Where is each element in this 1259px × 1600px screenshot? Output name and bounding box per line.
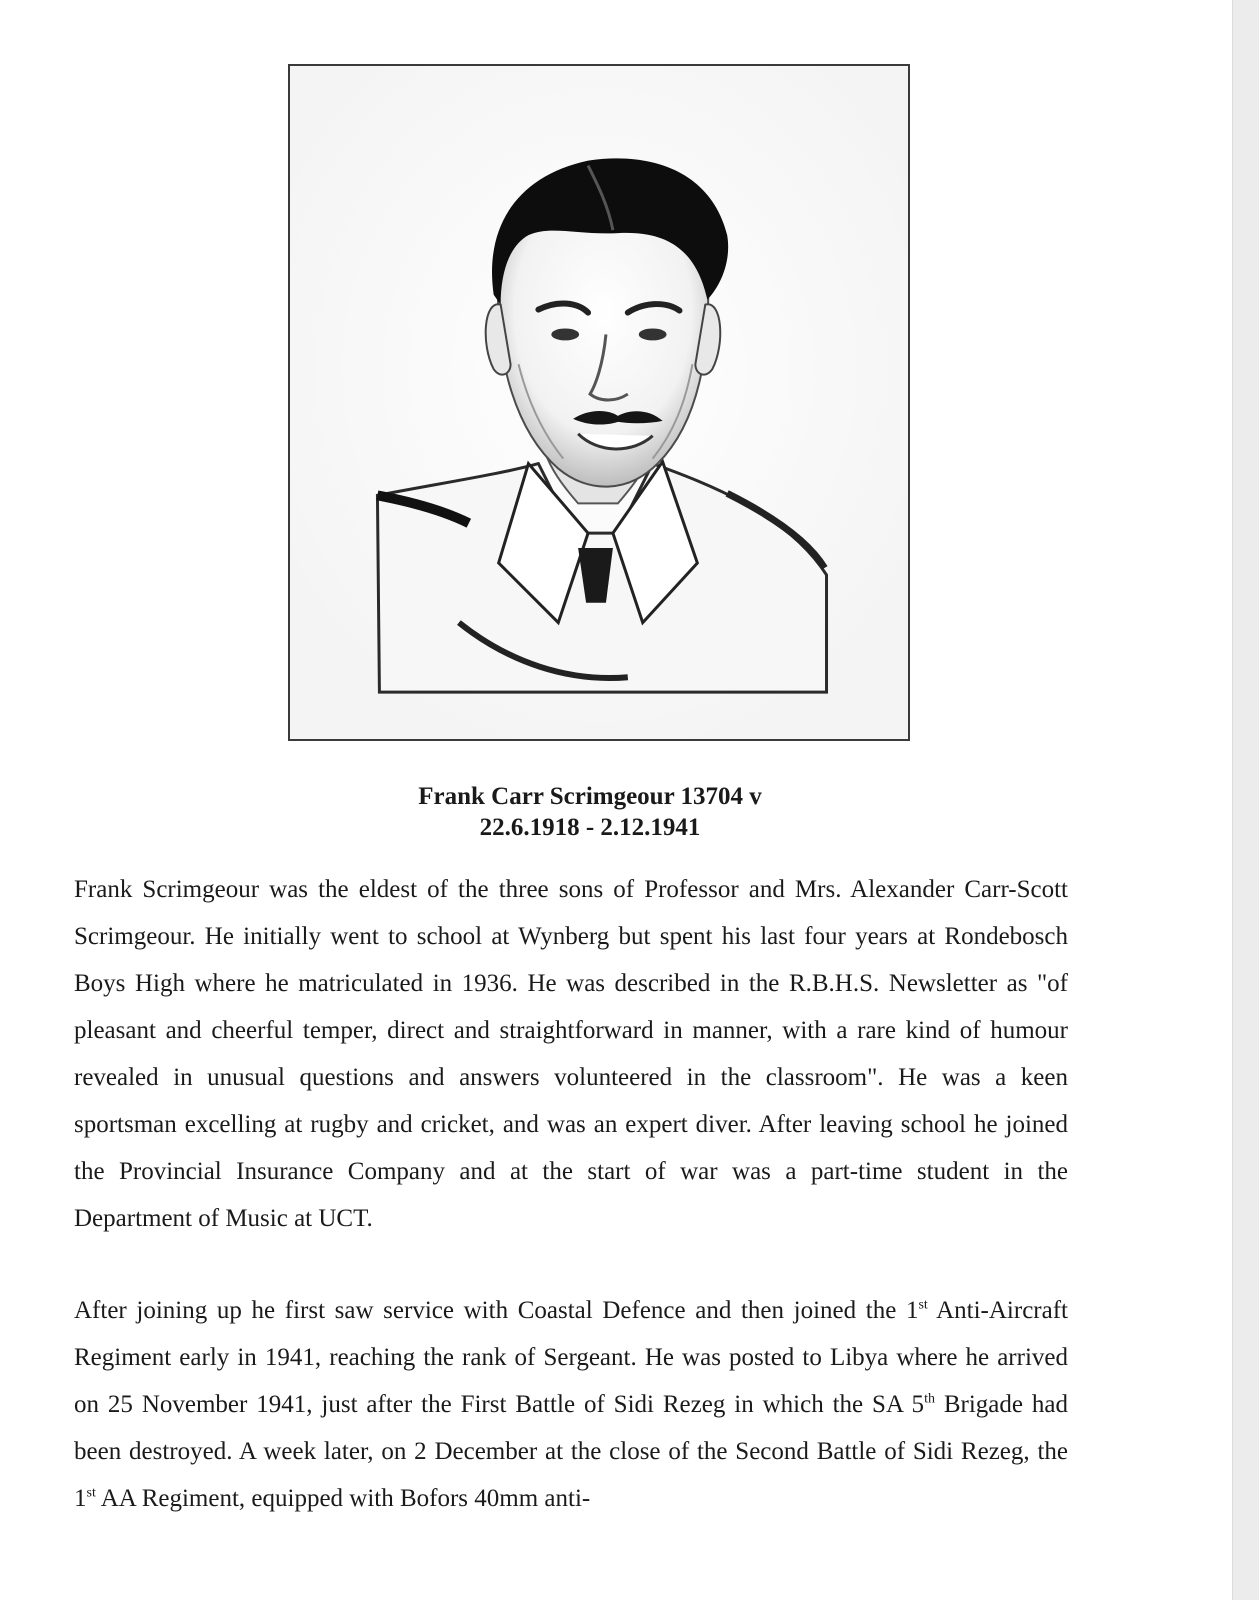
biography-paragraph-1: Frank Scrimgeour was the eldest of the three sons of Professor and Mrs. Alexander Carr-Scott Scrimgeour. He initially went to school at Wynberg but spent his last four years at Rondebosch Boys High where he matriculated in 1936. He was described in the R.B.H.S. Newsletter as "of pleasant and cheerful temper, direct and straightforward in manner, with a rare kind of humour revealed in unusual questions and answers volunteered in the classroom". He was a keen sportsman excelling at rugby and cricket, and was an expert diver. After leaving school he joined the Provincial Insurance Company and at the start of war was a part-time student in the Department of Music at UCT. xyxy=(74,876,1068,1232)
caption-dates: 22.6.1918 - 2.12.1941 xyxy=(479,814,701,841)
paragraph-2-text: Anti-Aircraft Regiment early in 1941, reaching the rank of Sergeant. He was posted to Libya where he arrived on 25 November 1941, just after the First Battle of Sidi Rezeg in which the SA 5 xyxy=(74,1297,1068,1418)
ordinal-superscript: st xyxy=(918,1297,928,1313)
paragraph-2-text: AA Regiment, equipped with Bofors 40mm anti- xyxy=(95,1485,591,1512)
biography-paragraph-2 xyxy=(74,1287,1068,1522)
paragraph-2-text: After joining up he first saw service with Coastal Defence and then joined the 1 xyxy=(74,1297,919,1324)
paragraph-2-text: Brigade had been destroyed. A week later, on 2 December at the close of the Second Battle of Sidi Rezeg, the 1 xyxy=(74,1391,1069,1512)
caption-name: Frank Carr Scrimgeour 13704 v xyxy=(418,783,762,810)
ordinal-superscript: st xyxy=(86,1485,96,1501)
ordinal-superscript: th xyxy=(924,1391,935,1407)
portrait-photo xyxy=(288,64,910,741)
page-edge-margin xyxy=(1232,0,1259,1600)
portrait-photo-icon xyxy=(290,66,908,739)
